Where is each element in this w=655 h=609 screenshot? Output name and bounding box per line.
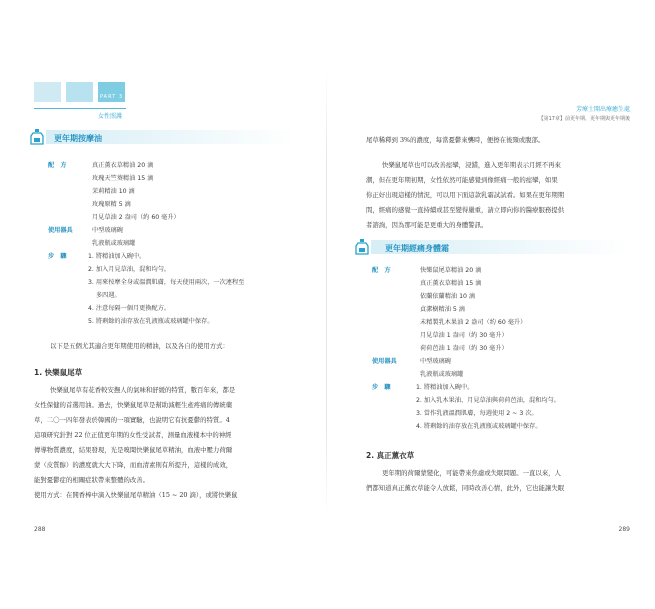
step-item: 1. 將精油加入碗中。 <box>88 253 146 260</box>
ingredient-item: 真正薰衣草精油 15 滴 <box>420 280 482 287</box>
body-line: 間，經痛的感覺一直持續或甚至變得嚴重，請立即向你的醫療服務提供 <box>366 206 565 214</box>
section-title: 更年期經痛身體霜 <box>385 244 449 253</box>
left-page <box>0 0 327 609</box>
running-header-title: 芳療士開出療癒生處 <box>575 106 630 113</box>
body-line: 快樂鼠尾草有花香較安撫人的氣味和舒緩的特質，數百年來，都是 <box>50 386 236 394</box>
oil-heading: 2. 真正薰衣草 <box>366 451 415 460</box>
ingredient-item: 玫瑰原精 5 滴 <box>92 201 131 208</box>
step-item: 3. 當作乳液溫潤肌膚，每週使用 2 ~ 3 次。 <box>416 410 538 417</box>
step-item: 2. 加入月見草油，混和均勻。 <box>88 266 171 273</box>
steps-label: 步 驟 <box>48 253 67 260</box>
body-line: 傳導物質濃度，結果發現，光是嗅聞快樂鼠尾草精油，血液中壓力荷爾 <box>34 446 233 454</box>
formula-label: 配 方 <box>372 267 391 274</box>
step-item: 4. 將剩餘的油存放在乳液瓶或玻璃罐中保存。 <box>416 423 542 430</box>
header-rule <box>34 108 126 109</box>
body-line: 者諮詢，因為那可能是更重大的身體警訊。 <box>366 221 488 229</box>
tool-item: 乳液瓶或玻璃罐 <box>92 240 136 247</box>
body-line: 你正好出現這樣的情況，可以用下面這款乳霜試試看。如果在更年期期 <box>366 191 565 199</box>
page-number: 288 <box>34 526 46 533</box>
body-line: 能對憂鬱症的相關症狀帶來整體的改善。 <box>34 476 150 484</box>
ingredient-item: 真正薰衣草精油 20 滴 <box>92 162 154 169</box>
body-line: 蒙（皮質醇）的濃度就大大下降，而血清素則有所提升，這樣的成效， <box>34 461 233 469</box>
steps-label: 步 驟 <box>372 384 391 391</box>
ingredient-item: 茉莉精油 10 滴 <box>92 188 135 195</box>
step-item: 4. 注意每隔一個月更換配方。 <box>88 305 171 312</box>
body-line: 尾草稀釋到 3%的濃度，每當憂鬱來襲時，便擦在後頸或腹部。 <box>366 136 545 144</box>
body-line: 草，二〇一四年發表於韓國的一項實驗，也說明它有抗憂鬱的特質。4 <box>34 416 230 424</box>
header-tab-block <box>34 82 61 102</box>
bottle-icon <box>355 239 369 255</box>
ingredient-item: 月見草油 2 盎司（約 60 毫升） <box>92 214 180 221</box>
tools-label: 使用器具 <box>372 358 397 365</box>
header-tab-block <box>66 82 93 102</box>
step-item: 5. 將剩餘的油存放在乳液瓶或玻璃罐中保存。 <box>88 318 214 325</box>
ingredient-item: 荷荷芭油 1 盎司（約 30 毫升） <box>420 345 508 352</box>
oil-heading: 1. 快樂鼠尾草 <box>34 368 83 377</box>
tool-item: 乳液瓶或玻璃罐 <box>420 371 464 378</box>
step-item: 多四週。 <box>96 292 121 299</box>
ingredient-item: 快樂鼠尾草精油 20 滴 <box>420 267 482 274</box>
step-item: 2. 加入乳木果油、月見草油與荷荷芭油，混和均勻。 <box>416 397 560 404</box>
ingredient-item: 依蘭依蘭精油 10 滴 <box>420 293 476 300</box>
bottle-icon <box>30 129 44 145</box>
ingredient-item: 貞潔樹精油 5 滴 <box>420 306 465 313</box>
part-label: PART 3 <box>98 82 125 102</box>
intro-paragraph: 以下是五個尤其適合更年期使用的精油，以及各自的使用方式： <box>50 342 229 350</box>
body-line: 們都知道真正薰衣草能令人放鬆，同時改善心情，此外，它也能讓失眠 <box>366 484 565 492</box>
tools-label: 使用器具 <box>48 227 73 234</box>
body-line: 快樂鼠尾草也可以改善痙攣，浸錯，進入更年期表示月經不再來 <box>382 161 561 169</box>
ingredient-item: 未精製乳木果油 2 盎司（約 60 毫升） <box>420 319 527 326</box>
section-tag: 女性照護 <box>98 113 123 120</box>
usage-line: 使用方式：在開香棒中滴入快樂鼠尾草精油（15 ~ 20 滴），或將快樂鼠 <box>34 491 238 499</box>
tool-item: 中型玻璃碗 <box>92 227 123 234</box>
formula-label: 配 方 <box>48 162 67 169</box>
ingredient-item: 月見草油 1 盎司（約 30 毫升） <box>420 332 508 339</box>
body-line: 女性保健的首選用油。過去，快樂鼠尾草是幫助減輕生產疼痛的傳統藥 <box>34 401 233 409</box>
tool-item: 中型玻璃碗 <box>420 358 451 365</box>
running-header-subtitle: 【第17章】前更年期、更年期與更年期後 <box>538 116 630 122</box>
step-item: 1. 將精油加入碗中。 <box>416 384 474 391</box>
body-line: 這項研究針對 22 位正值更年期的女性受試者，測量血液樣本中的神經 <box>34 431 232 439</box>
page-number: 289 <box>618 526 630 533</box>
body-line: 潮，但在更年期初期，女性依然可能感覺到像經痛一般的痙攣，如果 <box>366 176 558 184</box>
ingredient-item: 玫瑰天竺葵精油 15 滴 <box>92 175 154 182</box>
right-page <box>327 0 655 609</box>
body-line: 更年期的荷爾蒙變化，可能帶來焦慮或失眠問題。一直以來，人 <box>382 469 561 477</box>
step-item: 3. 用來按摩全身或溫潤肌膚，每天使用兩次，一次連程至 <box>88 279 245 286</box>
section-title: 更年期按摩油 <box>54 134 102 143</box>
